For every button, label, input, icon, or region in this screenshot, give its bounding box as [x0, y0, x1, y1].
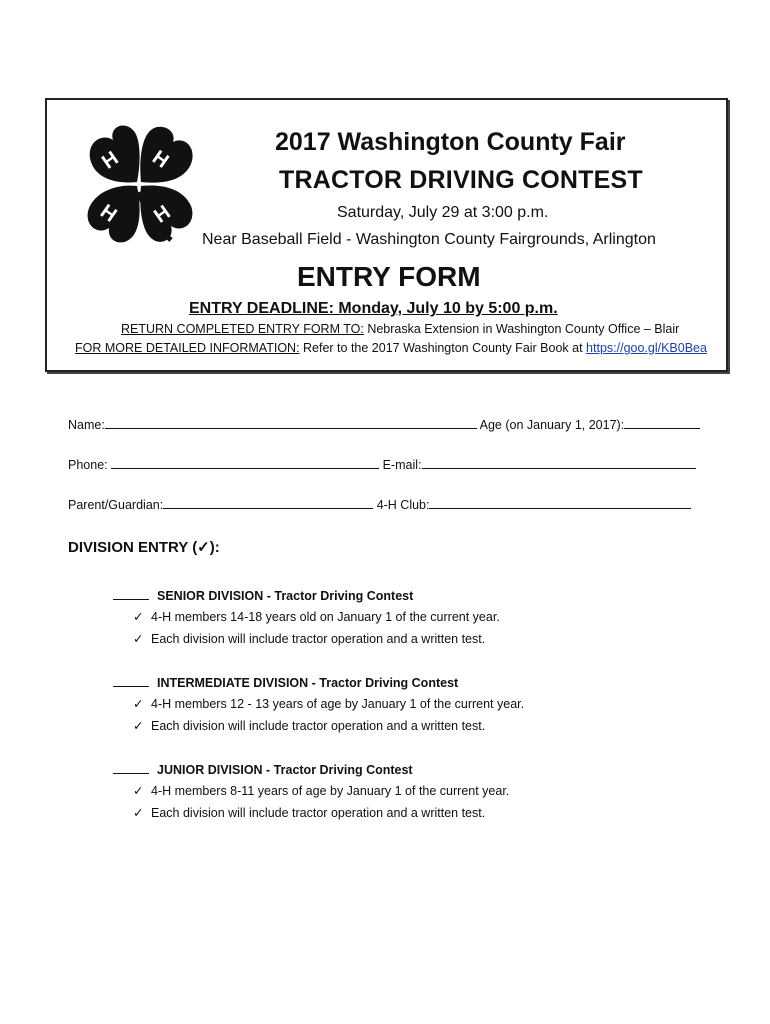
contest-date: Saturday, July 29 at 3:00 p.m. [337, 204, 549, 221]
info-value: Refer to the 2017 Washington County Fair Book at [299, 341, 587, 355]
entry-deadline: ENTRY DEADLINE: Monday, July 10 by 5:00 p.m. [189, 300, 558, 317]
svg-text:H: H [150, 201, 175, 228]
junior-division-checkbox[interactable] [113, 762, 149, 774]
phone-email-row [68, 456, 696, 472]
check-icon: ✓ [133, 806, 144, 820]
list-item: ✓ 4-H members 14-18 years old on January 1 of the current year. [133, 606, 500, 628]
division-entry-title: DIVISION ENTRY (✓): [68, 539, 220, 556]
header-box [45, 98, 728, 372]
list-item: ✓ Each division will include tractor operation and a written test. [133, 628, 500, 650]
return-label: RETURN COMPLETED ENTRY FORM TO: [121, 322, 364, 336]
division-intermediate [113, 675, 525, 737]
division-name: SENIOR DIVISION - Tractor Driving Contest [157, 589, 414, 603]
age-label: Age (on January 1, 2017): [479, 418, 625, 432]
svg-text:H: H [148, 146, 173, 173]
name-field[interactable] [105, 416, 477, 429]
4-h-clover-icon [79, 122, 199, 248]
info-label: FOR MORE DETAILED INFORMATION: [75, 341, 300, 355]
senior-division-checkbox[interactable] [113, 588, 149, 600]
email-field[interactable] [422, 456, 696, 469]
check-icon: ✓ [133, 784, 144, 798]
svg-text:H: H [96, 200, 121, 227]
club-label: 4-H Club: [376, 498, 430, 512]
list-item: ✓ Each division will include tractor operation and a written test. [133, 715, 524, 737]
check-icon: ✓ [133, 610, 144, 624]
name-age-row [68, 416, 700, 432]
email-label: E-mail: [382, 458, 422, 472]
parent-field[interactable] [163, 496, 373, 509]
contest-title: TRACTOR DRIVING CONTEST [279, 166, 643, 194]
parent-label: Parent/Guardian: [68, 498, 164, 512]
return-instructions [121, 322, 679, 336]
return-value: Nebraska Extension in Washington County Office – Blair [363, 322, 680, 336]
list-item: ✓ 4-H members 12 - 13 years of age by January 1 of the current year. [133, 693, 524, 715]
list-item: ✓ 4-H members 8-11 years of age by January 1 of the current year. [133, 780, 509, 802]
check-icon: ✓ [133, 632, 144, 646]
division-name: INTERMEDIATE DIVISION - Tractor Driving Contest [157, 676, 459, 690]
division-junior [113, 762, 510, 824]
age-field[interactable] [624, 416, 700, 429]
check-icon: ✓ [133, 719, 144, 733]
division-senior [113, 588, 500, 650]
svg-text:H: H [98, 147, 123, 174]
check-icon: ✓ [133, 697, 144, 711]
info-instructions [75, 341, 707, 355]
parent-club-row [68, 496, 691, 512]
phone-label: Phone: [68, 458, 108, 472]
fair-book-link[interactable]: https://goo.gl/KB0Bea [586, 341, 707, 355]
division-name: JUNIOR DIVISION - Tractor Driving Contest [157, 763, 413, 777]
list-item: ✓ Each division will include tractor operation and a written test. [133, 802, 509, 824]
name-label: Name: [68, 418, 105, 432]
form-title: ENTRY FORM [297, 261, 481, 292]
club-field[interactable] [429, 496, 691, 509]
contest-location: Near Baseball Field - Washington County Fairgrounds, Arlington [202, 231, 656, 248]
intermediate-division-checkbox[interactable] [113, 675, 149, 687]
fair-title: 2017 Washington County Fair [275, 128, 626, 156]
phone-field[interactable] [111, 456, 379, 469]
